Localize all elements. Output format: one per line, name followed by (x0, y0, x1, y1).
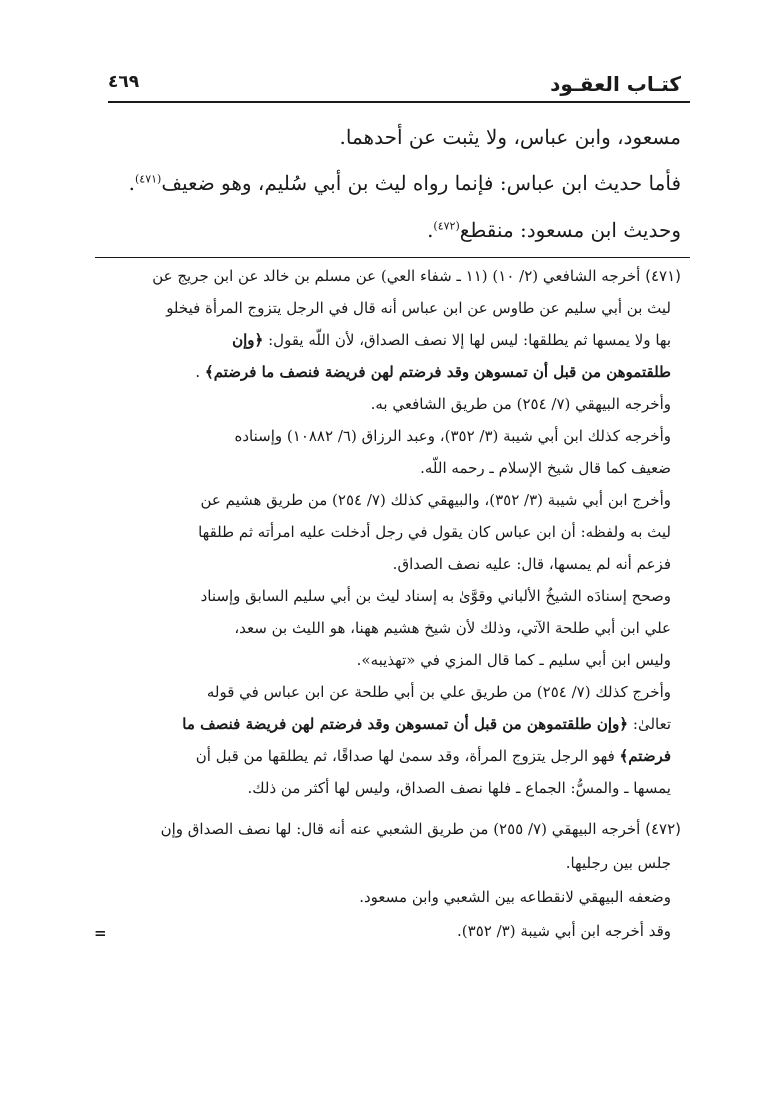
main-text: فأما حديث ابن عباس: فإنما رواه ليث بن أبي سُليم، وهو ضعيف (161, 171, 681, 195)
footnote-471-line-1 (152, 265, 681, 287)
continuation-mark: = (94, 924, 107, 942)
footnote-471-line-17: يمسها ـ والمسُّ: الجماع ـ فلها نصف الصداق، وليس لها أكثر من ذلك. (247, 779, 671, 797)
footnote-text: تعالىٰ: (632, 715, 671, 733)
footnote-number: (٤٧١) (645, 267, 681, 285)
running-header (108, 70, 681, 98)
footnote-471-line-12: علي ابن أبي طلحة الآتي، وذلك لأن شيخ هشيم ههنا، هو الليث بن سعد، (234, 619, 671, 637)
footnote-text: بها ولا يمسها ثم يطلقها: ليس لها إلا نصف الصداق، لأن اللّه يقول: (268, 331, 671, 349)
footnote-471-line-7: ضعيف كما قال شيخ الإسلام ـ رحمه اللّه. (420, 459, 671, 477)
footnote-471-line-10: فزعم أنه لم يمسها، قال: عليه نصف الصداق. (392, 555, 671, 573)
footnote-ref-472: (٤٧٢) (433, 219, 460, 233)
chapter-title: كتـاب العقـود (550, 72, 681, 96)
footnote-471-line-14: وأخرج كذلك (٧/ ٢٥٤) من طريق علي بن أبي طلحة عن ابن عباس في قوله (206, 683, 671, 701)
footnote-471-line-9: ليث به ولفظه: أن ابن عباس كان يقول في رجل أدخلت عليه امرأته ثم طلقها (198, 523, 671, 541)
period: . (195, 363, 201, 381)
footnote-text: أخرجه البيهقي (٧/ ٢٥٥) من طريق الشعبي عنه أنه قال: لها نصف الصداق وإن (160, 820, 641, 838)
footnote-number: (٤٧٢) (645, 820, 681, 838)
footnote-472-line-4: وقد أخرجه ابن أبي شيبة (٣/ ٣٥٢). (457, 922, 671, 940)
quran-quote: ﴿وإن (232, 331, 264, 349)
period: . (128, 171, 135, 195)
footnote-text: فهو الرجل يتزوج المرأة، وقد سمىٰ لها صداقًا، ثم يطلقها من قبل أن (195, 747, 615, 765)
main-text-line-2 (129, 168, 681, 198)
footnote-ref-471: (٤٧١) (134, 172, 162, 186)
quran-quote: فرضتم﴾ (619, 747, 671, 765)
footnote-471-line-11: وصحح إسنادَه الشيخُ الألباني وقوَّىٰ به إسناد ليث بن أبي سليم السابق وإسناد (200, 587, 671, 605)
footnote-471-line-15 (182, 713, 671, 735)
footnote-472-line-2: جلس بين رجليها. (565, 854, 671, 872)
footnote-472-line-3: وضعفه البيهقي لانقطاعه بين الشعبي وابن مسعود. (359, 888, 671, 906)
footnote-471-line-4 (195, 361, 671, 383)
main-text-line-1: مسعود، وابن عباس، ولا يثبت عن أحدهما. (339, 125, 681, 149)
footnote-471-line-16 (196, 745, 671, 767)
footnote-471-line-13: وليس ابن أبي سليم ـ كما قال المزي في «تهذيبه». (356, 651, 671, 669)
footnote-471-line-3 (232, 329, 671, 351)
footnote-separator (95, 257, 690, 258)
footnote-text: أخرجه الشافعي (٢/ ١٠) (١١ ـ شفاء العي) عن مسلم بن خالد عن ابن جريج عن (152, 267, 641, 285)
footnote-471-line-2: ليث بن أبي سليم عن طاوس عن ابن عباس أنه قال في الرجل يتزوج المرأة فيخلو (166, 299, 671, 317)
header-rule (108, 101, 690, 103)
main-text: وحديث ابن مسعود: منقطع (459, 218, 681, 242)
footnote-471-line-5: وأخرجه البيهقي (٧/ ٢٥٤) من طريق الشافعي به. (370, 395, 671, 413)
footnote-472-line-1 (161, 818, 681, 840)
footnote-471-line-8: وأخرج ابن أبي شيبة (٣/ ٣٥٢)، والبيهقي كذلك (٧/ ٢٥٤) من طريق هشيم عن (200, 491, 671, 509)
quran-quote: طلقتموهن من قبل أن تمسوهن وقد فرضتم لهن فريضة فنصف ما فرضتم﴾ (204, 363, 671, 381)
period: . (427, 218, 434, 242)
main-text-line-3 (427, 215, 681, 245)
page-number: ٤٦٩ (108, 72, 140, 92)
quran-quote: ﴿وإن طلقتموهن من قبل أن تمسوهن وقد فرضتم لهن فريضة فنصف ما (182, 715, 629, 733)
footnote-471-line-6: وأخرجه كذلك ابن أبي شيبة (٣/ ٣٥٢)، وعبد الرزاق (٦/ ١٠٨٨٢) وإسناده (234, 427, 671, 445)
